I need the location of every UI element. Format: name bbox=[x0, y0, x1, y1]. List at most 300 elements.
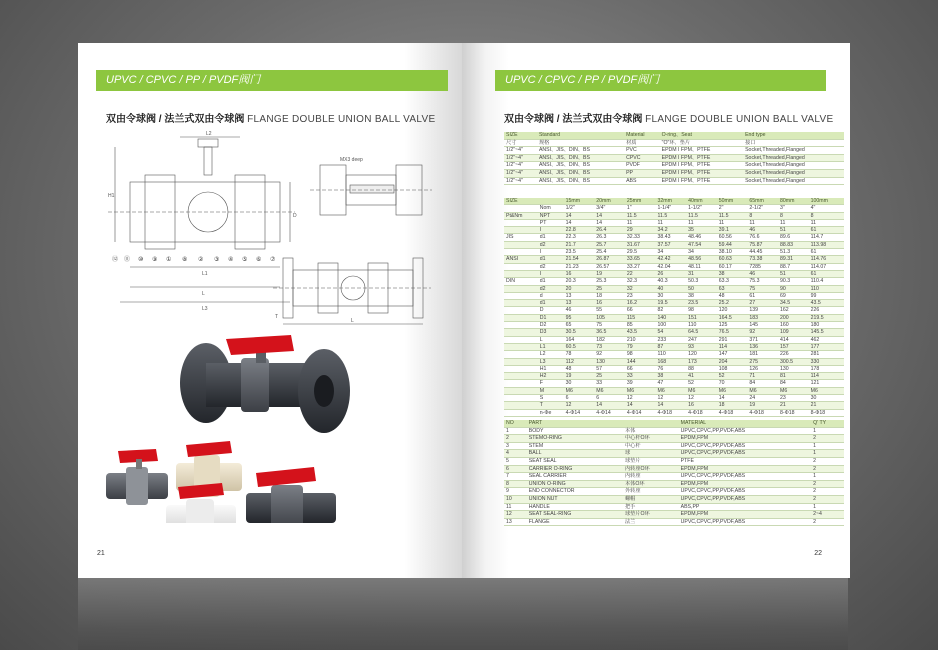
material-row-cell: ABS bbox=[624, 177, 660, 185]
material-header-cn-row bbox=[504, 139, 844, 147]
parts-row bbox=[504, 480, 844, 488]
dimension-row-cell: M6 bbox=[686, 387, 717, 394]
dimension-row-cell: T bbox=[538, 402, 564, 409]
dimension-row-cell: 281 bbox=[809, 351, 844, 358]
dimension-row-cell: 23.5 bbox=[686, 300, 717, 307]
dimension-row-cell bbox=[504, 329, 538, 336]
dimension-row-cell: 48.46 bbox=[686, 234, 717, 241]
dimension-row-cell bbox=[504, 205, 538, 212]
parts-row-cell: 2 bbox=[811, 518, 844, 526]
dimension-row-cell bbox=[504, 343, 538, 350]
parts-row bbox=[504, 503, 844, 511]
dimension-row-cell: 76.5 bbox=[717, 329, 748, 336]
parts-row-cell: STEMO-RING bbox=[527, 435, 623, 443]
dimension-row-cell: 151 bbox=[686, 314, 717, 321]
dimension-row-cell: 48 bbox=[564, 365, 595, 372]
dimension-row-cell: 32 bbox=[625, 285, 656, 292]
material-row-cell: ANSI、JIS、DIN、BS bbox=[537, 154, 624, 162]
dimension-row-cell: 162 bbox=[778, 307, 809, 314]
material-row-cell: Socket,Threaded,Flanged bbox=[743, 147, 844, 155]
dimension-row-cell: 70 bbox=[717, 380, 748, 387]
left-page bbox=[78, 43, 462, 578]
dimension-row-cell: 291 bbox=[717, 336, 748, 343]
dimension-row bbox=[504, 314, 844, 321]
parts-row-cell: 本体O环 bbox=[623, 480, 679, 488]
dimension-header-row-cell: 100mm bbox=[809, 198, 844, 205]
dimension-row-cell: 105 bbox=[594, 314, 625, 321]
dimension-row bbox=[504, 227, 844, 234]
dimension-header-row-cell: SIZE bbox=[504, 198, 538, 205]
dimension-row-cell: 89.31 bbox=[778, 256, 809, 263]
dimension-row-cell: 34.5 bbox=[778, 300, 809, 307]
material-row-cell: ANSI、JIS、DIN、BS bbox=[537, 169, 624, 177]
dimension-row-cell: 247 bbox=[686, 336, 717, 343]
dimension-row-cell: Pt&Nm bbox=[504, 212, 538, 219]
dimension-row-cell: 90 bbox=[778, 285, 809, 292]
dimension-row-cell: 50 bbox=[686, 285, 717, 292]
dimension-row-cell: 25 bbox=[594, 373, 625, 380]
dimension-row-cell: 66 bbox=[625, 307, 656, 314]
dimension-row-cell: 3/4" bbox=[594, 205, 625, 212]
dimension-row-cell: 23.5 bbox=[564, 249, 595, 256]
parts-row-cell: 螺帽 bbox=[623, 495, 679, 503]
dimension-row-cell: 22.8 bbox=[564, 227, 595, 234]
dimension-row bbox=[504, 358, 844, 365]
dimension-row-cell: 113.98 bbox=[809, 241, 844, 248]
dimension-row-cell: 31.67 bbox=[625, 241, 656, 248]
dimension-row-cell: 22.3 bbox=[564, 234, 595, 241]
dimension-row-cell: D bbox=[538, 307, 564, 314]
material-row-cell: Socket,Threaded,Flanged bbox=[743, 154, 844, 162]
dimension-row-cell: 12 bbox=[564, 402, 595, 409]
dimension-row-cell: 181 bbox=[747, 351, 778, 358]
dimension-row-cell: 204 bbox=[717, 358, 748, 365]
dimension-row-cell: 4-Φ14 bbox=[564, 409, 595, 416]
dimension-row bbox=[504, 373, 844, 380]
material-header-row-cell: Material bbox=[624, 132, 660, 139]
parts-row-cell: STEM bbox=[527, 442, 623, 450]
dimension-row-cell: 39.1 bbox=[717, 227, 748, 234]
dimension-row-cell: 8-Φ18 bbox=[809, 409, 844, 416]
dimension-row-cell: 136 bbox=[747, 343, 778, 350]
dimension-row bbox=[504, 285, 844, 292]
dimension-row-cell: NPT bbox=[538, 212, 564, 219]
dimension-row-cell: L1 bbox=[538, 343, 564, 350]
dimension-row-cell: H1 bbox=[538, 365, 564, 372]
label-l: L bbox=[202, 291, 205, 297]
dimension-row-cell: I bbox=[538, 249, 564, 256]
dimension-row-cell: 19.5 bbox=[656, 300, 687, 307]
dimension-row-cell: 43.5 bbox=[809, 300, 844, 307]
parts-row-cell: BALL bbox=[527, 450, 623, 458]
dimension-row-cell: 25.2 bbox=[717, 300, 748, 307]
material-row-cell: ANSI、JIS、DIN、BS bbox=[537, 177, 624, 185]
dimension-row-cell bbox=[504, 402, 538, 409]
dimension-row-cell: 1/2" bbox=[564, 205, 595, 212]
dimension-row-cell: 14 bbox=[594, 219, 625, 226]
parts-header-row-cell bbox=[623, 420, 679, 427]
dimension-row-cell: Nom bbox=[538, 205, 564, 212]
dimension-table bbox=[504, 198, 844, 417]
parts-row-cell: 内转座O环 bbox=[623, 465, 679, 473]
dimension-header-row-cell: 15mm bbox=[564, 198, 595, 205]
parts-row-cell: 1 bbox=[811, 427, 844, 435]
parts-row-cell: 10 bbox=[504, 495, 527, 503]
dimension-row-cell: 63 bbox=[717, 285, 748, 292]
dimension-row bbox=[504, 322, 844, 329]
dimension-row-cell: 93 bbox=[686, 343, 717, 350]
dimension-row-cell: 92 bbox=[594, 351, 625, 358]
dimension-row-cell bbox=[504, 365, 538, 372]
dimension-row-cell: 226 bbox=[809, 307, 844, 314]
dimension-row bbox=[504, 336, 844, 343]
dimension-row-cell: 12 bbox=[686, 395, 717, 402]
dimension-row-cell: 38.43 bbox=[656, 234, 687, 241]
dimension-row-cell: 14 bbox=[564, 219, 595, 226]
dimension-row-cell: 200 bbox=[778, 314, 809, 321]
dimension-row-cell: 88 bbox=[686, 365, 717, 372]
dimension-row bbox=[504, 402, 844, 409]
dimension-row-cell: 98 bbox=[686, 307, 717, 314]
dimension-row-cell: 4-Φ14 bbox=[594, 409, 625, 416]
svg-text:⑨: ⑨ bbox=[152, 256, 158, 263]
dimension-row-cell: 51.3 bbox=[778, 249, 809, 256]
label-mx: MX3 deep bbox=[340, 157, 363, 163]
parts-row-cell: SEAT SEAL bbox=[527, 457, 623, 465]
dimension-row-cell: 26.57 bbox=[594, 263, 625, 270]
svg-text:⑦: ⑦ bbox=[270, 256, 276, 263]
dimension-row-cell: d2 bbox=[538, 263, 564, 270]
dimension-row-cell bbox=[504, 307, 538, 314]
dimension-row-cell: 46 bbox=[747, 270, 778, 277]
parts-header-row-cell: Q' TY bbox=[811, 420, 844, 427]
material-row bbox=[504, 177, 844, 185]
dimension-row-cell bbox=[504, 322, 538, 329]
dimension-row-cell: 4" bbox=[809, 205, 844, 212]
dimension-row-cell: 11 bbox=[717, 219, 748, 226]
material-row-cell: 1/2"~4" bbox=[504, 169, 537, 177]
dimension-row-cell: 84 bbox=[778, 380, 809, 387]
dimension-row-cell: 130 bbox=[778, 365, 809, 372]
dimension-row-cell: 233 bbox=[656, 336, 687, 343]
dimension-row-cell: ANSI bbox=[504, 256, 538, 263]
dimension-row-cell: 79 bbox=[625, 343, 656, 350]
dimension-row-cell: 33 bbox=[594, 380, 625, 387]
dimension-row-cell: 145.5 bbox=[809, 329, 844, 336]
dimension-row-cell: 30 bbox=[656, 292, 687, 299]
dimension-row-cell: 4-Φ14 bbox=[625, 409, 656, 416]
heading-en: FLANGE DOUBLE UNION BALL VALVE bbox=[247, 114, 436, 125]
dimension-row-cell: 8 bbox=[778, 212, 809, 219]
parts-row bbox=[504, 488, 844, 496]
dimension-row-cell: 88.83 bbox=[778, 241, 809, 248]
dimension-row-cell: d1 bbox=[538, 278, 564, 285]
dimension-row bbox=[504, 387, 844, 394]
dimension-row-cell: 84 bbox=[747, 380, 778, 387]
material-row-cell: EPDM I FPM、PTFE bbox=[660, 154, 743, 162]
dimension-row-cell: 19 bbox=[564, 373, 595, 380]
parts-row-cell: 5 bbox=[504, 457, 527, 465]
product-heading bbox=[106, 110, 435, 125]
parts-row-cell: 球垫片O环 bbox=[623, 511, 679, 519]
dimension-row-cell bbox=[504, 263, 538, 270]
parts-row-cell: 2 bbox=[504, 435, 527, 443]
material-header-row-cell: O-ring、Seat bbox=[660, 132, 743, 139]
dimension-row-cell: 65 bbox=[564, 322, 595, 329]
dimension-row-cell: 4-Φ18 bbox=[717, 409, 748, 416]
parts-header-row-cell: NO bbox=[504, 420, 527, 427]
dimension-row-cell: 16 bbox=[564, 270, 595, 277]
dimension-row-cell: 76 bbox=[656, 365, 687, 372]
dimension-row-cell bbox=[504, 395, 538, 402]
dimension-row-cell: 85 bbox=[625, 322, 656, 329]
parts-row-cell: UPVC,CPVC,PP,PVDF,ABS bbox=[679, 495, 811, 503]
dimension-row bbox=[504, 256, 844, 263]
dimension-row-cell: 51 bbox=[778, 270, 809, 277]
dimension-row-cell: 1-1/4" bbox=[656, 205, 687, 212]
dimension-row-cell: 7285 bbox=[747, 263, 778, 270]
parts-row-cell: UPVC,CPVC,PP,PVDF,ABS bbox=[679, 427, 811, 435]
dimension-row-cell: 48.56 bbox=[686, 256, 717, 263]
parts-row-cell: UPVC,CPVC,PP,PVDF,ABS bbox=[679, 518, 811, 526]
dimension-row-cell: 47 bbox=[656, 380, 687, 387]
dimension-row-cell: DIN bbox=[504, 278, 538, 285]
material-row-cell: ANSI、JIS、DIN、BS bbox=[537, 147, 624, 155]
dimension-row-cell: 371 bbox=[747, 336, 778, 343]
material-row-cell: 1/2"~4" bbox=[504, 162, 537, 170]
dimension-row-cell bbox=[504, 219, 538, 226]
dimension-row-cell: 25 bbox=[594, 285, 625, 292]
dimension-row-cell: 25.7 bbox=[594, 241, 625, 248]
right-page bbox=[462, 43, 850, 578]
material-header-row-cell: Standard bbox=[537, 132, 624, 139]
dimension-row-cell: 18 bbox=[717, 402, 748, 409]
dimension-row-cell: 126 bbox=[747, 365, 778, 372]
label-l-flanged: L bbox=[351, 318, 354, 324]
dimension-row-cell: 114.7 bbox=[809, 234, 844, 241]
dimension-row-cell: 55 bbox=[594, 307, 625, 314]
material-row bbox=[504, 162, 844, 170]
dimension-row-cell: 16.2 bbox=[625, 300, 656, 307]
dimension-row-cell: 125 bbox=[717, 322, 748, 329]
parts-row-cell: 本体 bbox=[623, 427, 679, 435]
parts-header-row-cell: MATERIAL bbox=[679, 420, 811, 427]
dimension-row bbox=[504, 329, 844, 336]
dimension-row-cell: 42.42 bbox=[656, 256, 687, 263]
dimension-row-cell: 20.3 bbox=[564, 278, 595, 285]
dimension-row-cell bbox=[504, 285, 538, 292]
parts-row-cell: 2~4 bbox=[811, 511, 844, 519]
material-row-cell: PVC bbox=[624, 147, 660, 155]
dimension-row-cell: 11.5 bbox=[625, 212, 656, 219]
material-header-cn-row-cell: 材质 bbox=[624, 139, 660, 147]
dimension-row-cell: 35 bbox=[686, 227, 717, 234]
parts-row-cell: 1 bbox=[811, 450, 844, 458]
dimension-row-cell bbox=[504, 351, 538, 358]
dimension-row-cell: d1 bbox=[538, 234, 564, 241]
parts-row-cell: UPVC,CPVC,PP,PVDF,ABS bbox=[679, 450, 811, 458]
parts-row-cell: 外转座 bbox=[623, 488, 679, 496]
brochure-reflection bbox=[78, 578, 848, 650]
label-l1: L1 bbox=[202, 271, 208, 277]
dimension-row bbox=[504, 351, 844, 358]
dimension-row-cell: d bbox=[538, 292, 564, 299]
dimension-row-cell: 61 bbox=[809, 227, 844, 234]
material-row-cell: EPDM I FPM、PTFE bbox=[660, 147, 743, 155]
parts-row-cell: PTFE bbox=[679, 457, 811, 465]
dimension-row-cell: 21.54 bbox=[564, 256, 595, 263]
dimension-row-cell: 40 bbox=[656, 285, 687, 292]
dimension-row-cell: 177 bbox=[809, 343, 844, 350]
parts-row-cell: SEAT SEAL-RING bbox=[527, 511, 623, 519]
dimension-row-cell: 33.27 bbox=[625, 263, 656, 270]
dimension-row bbox=[504, 395, 844, 402]
material-row bbox=[504, 169, 844, 177]
parts-row-cell: 7 bbox=[504, 473, 527, 481]
dimension-header-row-cell: 50mm bbox=[717, 198, 748, 205]
dimension-row-cell bbox=[504, 387, 538, 394]
dimension-row bbox=[504, 365, 844, 372]
dimension-row-cell: M6 bbox=[564, 387, 595, 394]
material-row-cell: 1/2"~4" bbox=[504, 154, 537, 162]
dimension-row-cell: 64.5 bbox=[686, 329, 717, 336]
material-row-cell: EPDM I FPM、PTFE bbox=[660, 177, 743, 185]
dimension-row-cell: 52 bbox=[717, 373, 748, 380]
dimension-row-cell: 168 bbox=[656, 358, 687, 365]
dimension-row-cell: L bbox=[538, 336, 564, 343]
dimension-row-cell: 182 bbox=[594, 336, 625, 343]
svg-text:⑪: ⑪ bbox=[124, 256, 131, 263]
dimension-row-cell: 38 bbox=[686, 292, 717, 299]
dimension-row-cell: L3 bbox=[538, 358, 564, 365]
parts-header-row-cell: PART bbox=[527, 420, 623, 427]
dimension-row-cell bbox=[504, 358, 538, 365]
dimension-row-cell: 29 bbox=[625, 227, 656, 234]
material-row-cell: EPDM I FPM、PTFE bbox=[660, 169, 743, 177]
svg-text:⑥: ⑥ bbox=[256, 256, 262, 263]
dimension-row-cell: 66 bbox=[625, 365, 656, 372]
dimension-row-cell bbox=[504, 314, 538, 321]
material-row-cell: Socket,Threaded,Flanged bbox=[743, 162, 844, 170]
dimension-row-cell: 50.3 bbox=[686, 278, 717, 285]
dimension-row-cell: 108 bbox=[717, 365, 748, 372]
dimension-row-cell: 8 bbox=[747, 212, 778, 219]
material-header-cn-row-cell: 接口 bbox=[743, 139, 844, 147]
dimension-row-cell: 21 bbox=[778, 402, 809, 409]
dimension-row-cell: 120 bbox=[686, 351, 717, 358]
dimension-row-cell: 4-Φ18 bbox=[686, 409, 717, 416]
dimension-row-cell: 82 bbox=[656, 307, 687, 314]
label-l3: L3 bbox=[202, 306, 208, 312]
parts-row bbox=[504, 473, 844, 481]
dimension-row-cell: 14 bbox=[594, 402, 625, 409]
parts-row bbox=[504, 465, 844, 473]
dimension-row-cell: 61 bbox=[747, 292, 778, 299]
page-number-left: 21 bbox=[97, 550, 105, 557]
dimension-row-cell: 147 bbox=[717, 351, 748, 358]
dimension-row-cell: 41 bbox=[686, 373, 717, 380]
dimension-row-cell: 60.56 bbox=[717, 234, 748, 241]
dimension-row-cell: 33.65 bbox=[625, 256, 656, 263]
parts-row-cell: BODY bbox=[527, 427, 623, 435]
dimension-row-cell: 76.6 bbox=[747, 234, 778, 241]
dimension-row-cell: 11 bbox=[747, 219, 778, 226]
dimension-row-cell: I bbox=[538, 270, 564, 277]
parts-row-cell: SEAL CARRIER bbox=[527, 473, 623, 481]
dimension-row-cell: 13 bbox=[564, 292, 595, 299]
dimension-row-cell: 24 bbox=[747, 395, 778, 402]
dimension-row-cell: 144 bbox=[625, 358, 656, 365]
dimension-row bbox=[504, 249, 844, 256]
dimension-row-cell: 110 bbox=[656, 351, 687, 358]
dimension-row-cell: 300.5 bbox=[778, 358, 809, 365]
material-header-cn-row-cell: 规格 bbox=[537, 139, 624, 147]
material-row-cell: PVDF bbox=[624, 162, 660, 170]
dimension-row-cell: 27 bbox=[747, 300, 778, 307]
dimension-row-cell: 39 bbox=[625, 380, 656, 387]
dimension-row-cell: 21 bbox=[809, 402, 844, 409]
dimension-row-cell: 1" bbox=[625, 205, 656, 212]
dimension-row-cell: D3 bbox=[538, 329, 564, 336]
dimension-row-cell: 25.4 bbox=[594, 249, 625, 256]
dimension-row bbox=[504, 219, 844, 226]
dimension-header-row-cell: 32mm bbox=[656, 198, 687, 205]
top-view-drawing bbox=[310, 155, 435, 230]
dimension-row-cell: 275 bbox=[747, 358, 778, 365]
dimension-row-cell: 18 bbox=[594, 292, 625, 299]
dimension-row-cell: 157 bbox=[778, 343, 809, 350]
dimension-row-cell: 164 bbox=[564, 336, 595, 343]
material-row-cell: PP bbox=[624, 169, 660, 177]
dimension-row-cell: D1 bbox=[538, 314, 564, 321]
material-table bbox=[504, 132, 844, 185]
parts-row-cell: EPDM,FPM bbox=[679, 511, 811, 519]
product-heading-right bbox=[504, 110, 833, 125]
dimension-row-cell: 60.63 bbox=[717, 256, 748, 263]
parts-row-cell: 11 bbox=[504, 503, 527, 511]
dimension-row bbox=[504, 300, 844, 307]
dimension-row-cell: 60.5 bbox=[564, 343, 595, 350]
dimension-row-cell: 139 bbox=[747, 307, 778, 314]
dimension-row-cell: 114 bbox=[809, 373, 844, 380]
dimension-row-cell: d1 bbox=[538, 300, 564, 307]
parts-row bbox=[504, 457, 844, 465]
dimension-row-cell: 23 bbox=[625, 292, 656, 299]
dimension-row-cell: 21.7 bbox=[564, 241, 595, 248]
dimension-row-cell: M6 bbox=[747, 387, 778, 394]
parts-row-cell: 球 bbox=[623, 450, 679, 458]
dimension-row-cell: L2 bbox=[538, 351, 564, 358]
dimension-row-cell: 8 bbox=[809, 212, 844, 219]
dimension-row-cell: 36.5 bbox=[594, 329, 625, 336]
material-row-cell: EPDM I FPM、PTFE bbox=[660, 162, 743, 170]
dimension-row-cell: 38 bbox=[656, 373, 687, 380]
dimension-row-cell: 92 bbox=[747, 329, 778, 336]
dimension-row-cell: 219.5 bbox=[809, 314, 844, 321]
dimension-row-cell: 89.6 bbox=[778, 234, 809, 241]
heading-en-right: FLANGE DOUBLE UNION BALL VALVE bbox=[645, 114, 834, 125]
section-band: UPVC / CPVC / PP / PVDF阀门 bbox=[96, 70, 448, 91]
parts-row-cell: 2 bbox=[811, 465, 844, 473]
dimension-row-cell: 21.23 bbox=[564, 263, 595, 270]
dimension-row-cell: 54 bbox=[656, 329, 687, 336]
dimension-row-cell: 462 bbox=[809, 336, 844, 343]
dimension-row-cell: 48 bbox=[717, 292, 748, 299]
dimension-row-cell: 23 bbox=[778, 395, 809, 402]
dimension-row-cell: 11 bbox=[686, 219, 717, 226]
product-photo bbox=[106, 333, 356, 523]
dimension-row-cell: 130 bbox=[594, 358, 625, 365]
